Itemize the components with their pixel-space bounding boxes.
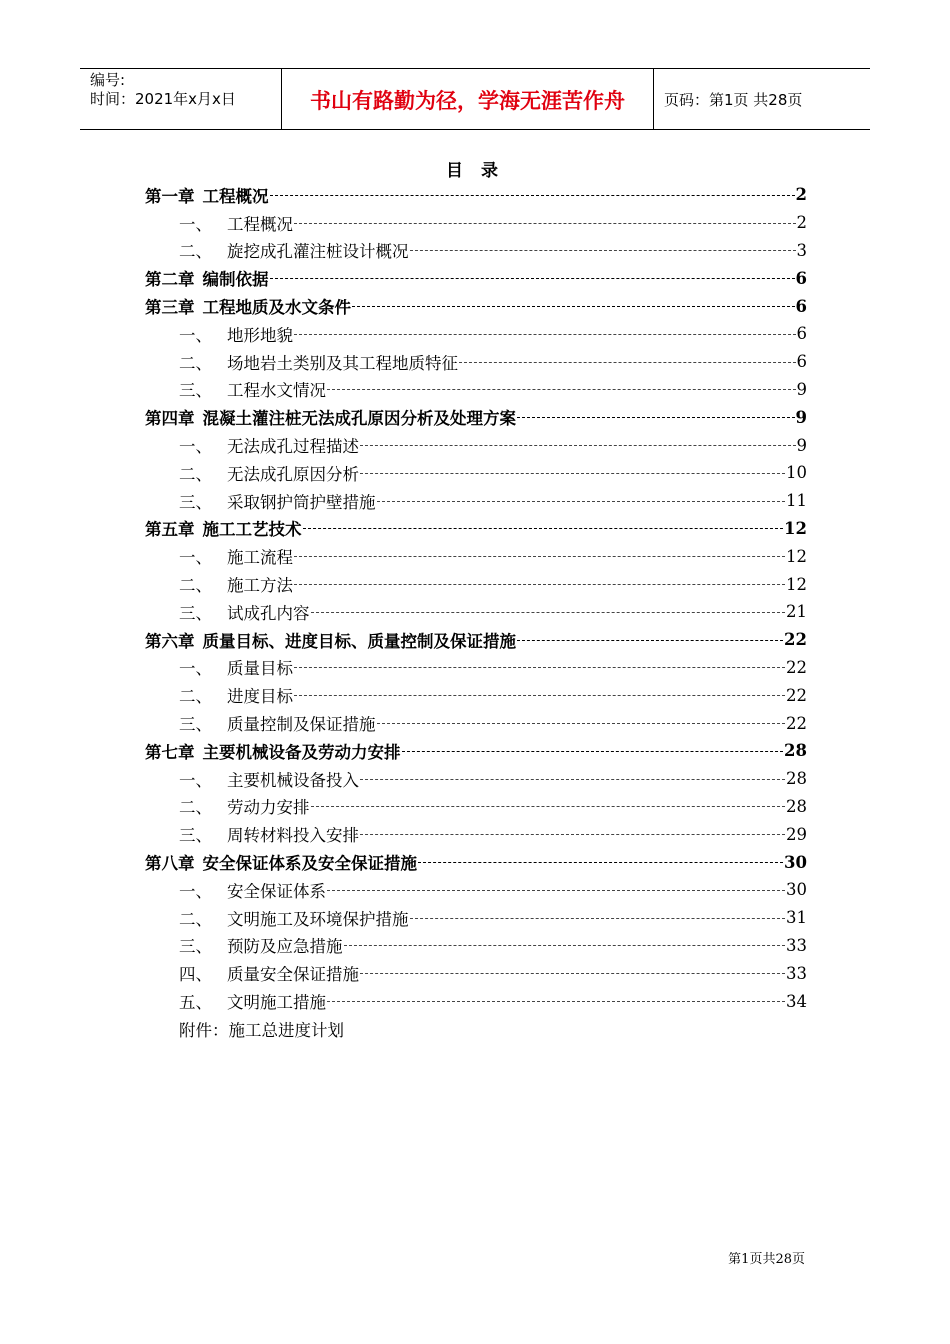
toc-leader-line: [360, 779, 785, 782]
toc-leader-line: [402, 751, 784, 754]
toc-entry-number: 一、: [179, 881, 212, 901]
toc-entry-page: 3: [796, 240, 807, 260]
toc-entry-number: 二、: [179, 687, 212, 707]
toc-leader-line: [418, 862, 783, 865]
toc-entry-number: 二、: [179, 576, 212, 596]
toc-entry-page: 30: [784, 852, 807, 872]
toc-chapter-entry[interactable]: [145, 403, 807, 431]
toc-entry-label: 劳动力安排: [227, 798, 310, 818]
toc-entry-number: 三、: [179, 492, 212, 512]
toc-entry-page: 12: [786, 574, 807, 594]
toc-entry-number: 第五章: [145, 520, 195, 540]
toc-entry-label: 质量控制及保证措施: [227, 715, 376, 735]
toc-leader-line: [327, 1001, 785, 1004]
toc-entry-page: 22: [784, 630, 807, 650]
toc-section-entry[interactable]: [145, 487, 807, 515]
toc-entry-page: 6: [796, 352, 807, 372]
toc-entry-number: 一、: [179, 437, 212, 457]
toc-entry-number: 三、: [179, 603, 212, 623]
toc-leader-line: [294, 667, 785, 670]
toc-entry-page: 6: [795, 296, 807, 316]
toc-section-entry[interactable]: [145, 320, 807, 348]
toc-leader-line: [294, 334, 796, 337]
toc-entry-label: 安全保证体系: [227, 881, 326, 901]
toc-leader-line: [327, 389, 796, 392]
toc-section-entry[interactable]: [145, 209, 807, 237]
toc-entry-label: 周转材料投入安排: [227, 826, 359, 846]
page-footer: 第1页共28页: [728, 1252, 805, 1267]
toc-leader-line: [294, 695, 785, 698]
toc-chapter-entry[interactable]: [145, 515, 807, 543]
toc-entry-page: 22: [786, 685, 807, 705]
toc-entry-label: 文明施工措施: [227, 993, 326, 1012]
toc-entry-number: 三、: [179, 826, 212, 846]
toc-entry-page: 33: [786, 963, 807, 983]
toc-entry-label: 编制依据: [202, 270, 269, 290]
toc-section-entry[interactable]: [145, 348, 807, 376]
toc-section-entry[interactable]: [145, 904, 807, 932]
toc-chapter-entry[interactable]: [145, 626, 807, 654]
toc-section-entry[interactable]: [145, 820, 807, 848]
toc-entry-label: 试成孔内容: [227, 603, 310, 623]
toc-entry-page: 6: [796, 324, 807, 344]
toc-entry-number: 第三章: [145, 298, 195, 318]
toc-appendix-entry[interactable]: 附件：施工总进度计划: [179, 1020, 344, 1040]
toc-entry-number: 一、: [179, 325, 212, 345]
toc-leader-line: [352, 306, 795, 309]
header-page-info: 页码：第1页 共28页: [664, 90, 803, 109]
toc-entry-label: 安全保证体系及安全保证措施: [202, 854, 417, 874]
toc-leader-line: [294, 584, 785, 587]
toc-leader-line: [360, 834, 785, 837]
toc-leader-line: [327, 890, 785, 893]
toc-entry-number: 三、: [179, 381, 212, 401]
header-number-label: 编号:: [90, 71, 126, 89]
toc-entry-page: 12: [786, 546, 807, 566]
toc-leader-line: [303, 528, 784, 531]
header-time-label: 时间：2021年x月x日: [90, 90, 236, 108]
toc-entry-label: 主要机械设备及劳动力安排: [202, 742, 401, 762]
toc-entry-number: 三、: [179, 937, 212, 957]
toc-leader-line: [360, 473, 785, 476]
toc-entry-label: 无法成孔过程描述: [227, 437, 359, 457]
toc-entry-page: 6: [795, 268, 807, 288]
toc-entry-number: 一、: [179, 214, 212, 234]
toc-leader-line: [377, 501, 786, 504]
toc-section-entry[interactable]: [145, 654, 807, 682]
toc-entry-page: 9: [796, 435, 807, 455]
toc-section-entry[interactable]: [145, 459, 807, 487]
toc-leader-line: [311, 612, 786, 615]
toc-entry-page: 31: [786, 908, 807, 928]
table-of-contents: [145, 181, 807, 1043]
toc-section-entry[interactable]: [145, 876, 807, 904]
toc-entry-label: 文明施工及环境保护措施: [227, 909, 409, 929]
toc-entry-label: 进度目标: [227, 687, 293, 707]
toc-entry-number: 五、: [179, 993, 212, 1012]
toc-section-entry[interactable]: [145, 237, 807, 265]
toc-entry-label: 混凝土灌注桩无法成孔原因分析及处理方案: [202, 409, 516, 429]
toc-section-entry[interactable]: [145, 932, 807, 960]
toc-entry-page: 2: [796, 213, 807, 233]
toc-entry-number: 第二章: [145, 270, 195, 290]
toc-entry-label: 工程地质及水文条件: [202, 298, 351, 318]
toc-section-entry[interactable]: [145, 598, 807, 626]
toc-chapter-entry[interactable]: [145, 264, 807, 292]
toc-leader-line: [270, 278, 795, 281]
toc-leader-line: [377, 723, 786, 726]
toc-entry-page: 2: [795, 185, 807, 205]
toc-entry-label: 工程概况: [202, 186, 269, 206]
toc-leader-line: [360, 445, 796, 448]
toc-entry-number: 三、: [179, 715, 212, 735]
toc-entry-page: 28: [786, 769, 807, 789]
toc-entry-number: 二、: [179, 242, 212, 262]
toc-entry-number: 第六章: [145, 631, 195, 651]
toc-leader-line: [410, 250, 796, 253]
toc-entry-page: 28: [786, 796, 807, 816]
toc-entry-number: 一、: [179, 770, 212, 790]
toc-entry-page: 29: [786, 824, 807, 844]
toc-leader-line: [294, 556, 785, 559]
toc-entry-page: 22: [786, 713, 807, 733]
toc-leader-line: [517, 417, 795, 420]
page-header: [80, 68, 870, 130]
toc-section-entry[interactable]: [145, 542, 807, 570]
toc-entry-label: 主要机械设备投入: [227, 770, 359, 790]
toc-chapter-entry[interactable]: [145, 181, 807, 209]
toc-entry-label: 质量安全保证措施: [227, 965, 359, 985]
toc-entry-number: 二、: [179, 353, 212, 373]
toc-entry-label: 施工流程: [227, 548, 293, 568]
toc-entry-page: 33: [786, 935, 807, 955]
toc-entry-page: 28: [784, 741, 807, 761]
toc-entry-label: 质量目标、进度目标、质量控制及保证措施: [202, 631, 516, 651]
toc-leader-line: [410, 918, 786, 921]
toc-section-entry[interactable]: [145, 570, 807, 598]
toc-section-entry[interactable]: [145, 431, 807, 459]
toc-entry-page: 22: [786, 657, 807, 677]
toc-leader-line: [294, 223, 796, 226]
toc-entry-label: 工程水文情况: [227, 381, 326, 401]
toc-entry-label: 预防及应急措施: [227, 937, 343, 957]
toc-section-entry[interactable]: [145, 793, 807, 821]
toc-entry-page: 9: [795, 407, 807, 427]
toc-section-entry[interactable]: [145, 709, 807, 737]
toc-entry-label: 采取钢护筒护壁措施: [227, 492, 376, 512]
toc-entry-label: 工程概况: [227, 214, 293, 234]
toc-entry-number: 第八章: [145, 854, 195, 874]
header-motto: 书山有路勤为径，学海无涯苦作舟: [282, 69, 654, 129]
toc-entry-label: 地形地貌: [227, 325, 293, 345]
header-meta: [80, 69, 282, 129]
toc-leader-line: [459, 362, 796, 365]
toc-entry-page: 10: [786, 463, 807, 483]
toc-entry-label: 场地岩土类别及其工程地质特征: [227, 353, 458, 373]
toc-chapter-entry[interactable]: [145, 737, 807, 765]
toc-entry-number: 四、: [179, 965, 212, 985]
toc-entry-label: 质量目标: [227, 659, 293, 679]
toc-entry-number: 二、: [179, 464, 212, 484]
toc-entry-number: 二、: [179, 798, 212, 818]
toc-leader-line: [270, 195, 795, 198]
toc-entry-page: 21: [786, 602, 807, 622]
toc-entry-page: 30: [786, 880, 807, 900]
toc-entry-label: 无法成孔原因分析: [227, 464, 359, 484]
toc-entry-number: 二、: [179, 909, 212, 929]
toc-chapter-entry[interactable]: [145, 292, 807, 320]
toc-entry-label: 施工方法: [227, 576, 293, 596]
toc-entry-page: 11: [786, 491, 807, 511]
toc-entry-label: 旋挖成孔灌注桩设计概况: [227, 242, 409, 262]
toc-leader-line: [311, 806, 786, 809]
toc-entry-number: 一、: [179, 659, 212, 679]
toc-entry-number: 一、: [179, 548, 212, 568]
toc-leader-line: [344, 945, 786, 948]
toc-leader-line: [360, 973, 785, 976]
toc-entry-number: 第一章: [145, 186, 195, 206]
toc-entry-page: 12: [784, 518, 807, 538]
toc-section-entry[interactable]: [145, 959, 807, 987]
toc-section-entry[interactable]: [145, 681, 807, 709]
toc-title: 目 录: [446, 161, 504, 181]
toc-section-entry[interactable]: [145, 765, 807, 793]
toc-entry-label: 施工工艺技术: [202, 520, 302, 540]
toc-chapter-entry[interactable]: [145, 848, 807, 876]
toc-entry-number: 第四章: [145, 409, 195, 429]
toc-leader-line: [517, 640, 783, 643]
toc-section-entry[interactable]: [145, 376, 807, 404]
toc-entry-page: 9: [796, 379, 807, 399]
toc-entry-number: 第七章: [145, 742, 195, 762]
toc-section-entry[interactable]: [145, 987, 807, 1015]
toc-entry-page: 34: [786, 991, 807, 1011]
